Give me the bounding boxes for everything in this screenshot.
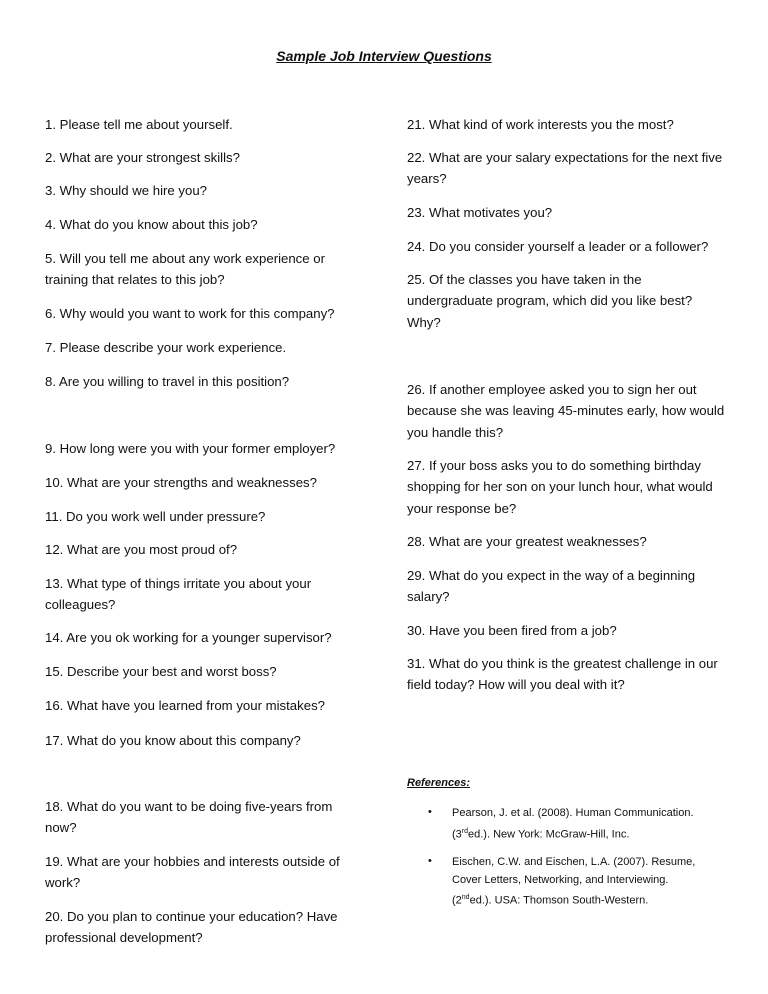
reference-item bbox=[452, 805, 712, 844]
question-item: 19. What are your hobbies and interests outside of work? bbox=[45, 854, 340, 891]
document-title: Sample Job Interview Questions bbox=[276, 48, 492, 64]
question-item: 26. If another employee asked you to sign her out because she was leaving 45-minutes early, how would you handle this? bbox=[407, 382, 725, 440]
question-item: 6. Why would you want to work for this company? bbox=[45, 306, 335, 321]
question-item: 18. What do you want to be doing five-years from now? bbox=[45, 799, 333, 836]
question-item: 17. What do you know about this company? bbox=[45, 733, 301, 748]
question-item: 31. What do you think is the greatest challenge in our field today? How will you deal with it? bbox=[407, 656, 718, 693]
question-item: 1. Please tell me about yourself. bbox=[45, 117, 233, 132]
references-heading: References: bbox=[407, 777, 470, 789]
question-item: 30. Have you been fired from a job? bbox=[407, 623, 617, 638]
reference-sup: nd bbox=[461, 894, 470, 901]
reference-text: ed.). USA: Thomson South-Western. bbox=[469, 894, 649, 907]
question-item: 13. What type of things irritate you about your colleagues? bbox=[45, 576, 312, 613]
question-item: 9. How long were you with your former employer? bbox=[45, 441, 336, 456]
question-item: 7. Please describe your work experience. bbox=[45, 340, 287, 355]
reference-text: Eischen, C.W. and Eischen, L.A. (2007). Resume, Cover Letters, Networking, and Interviewing. (2 bbox=[452, 856, 696, 907]
question-item: 2. What are your strongest skills? bbox=[45, 150, 240, 165]
bullet-icon: • bbox=[428, 806, 432, 818]
question-item: 14. Are you ok working for a younger supervisor? bbox=[45, 630, 332, 645]
question-item: 29. What do you expect in the way of a beginning salary? bbox=[407, 568, 696, 605]
question-item: 25. Of the classes you have taken in the undergraduate program, which did you like best? Why? bbox=[407, 272, 693, 330]
question-item: 16. What have you learned from your mistakes? bbox=[45, 698, 326, 713]
reference-item bbox=[452, 854, 702, 910]
question-item: 20. Do you plan to continue your education? Have professional development? bbox=[45, 909, 338, 946]
question-item: 10. What are your strengths and weaknesses? bbox=[45, 475, 317, 490]
question-item: 27. If your boss asks you to do something birthday shopping for her son on your lunch hour, what would your response be? bbox=[407, 458, 713, 516]
bullet-icon: • bbox=[428, 855, 432, 867]
question-item: 22. What are your salary expectations for the next five years? bbox=[407, 150, 723, 187]
question-item: 4. What do you know about this job? bbox=[45, 217, 258, 232]
question-item: 21. What kind of work interests you the most? bbox=[407, 117, 674, 132]
question-item: 8. Are you willing to travel in this position? bbox=[45, 374, 290, 389]
reference-sup: rd bbox=[461, 827, 469, 835]
question-item: 12. What are you most proud of? bbox=[45, 542, 238, 557]
question-item: 15. Describe your best and worst boss? bbox=[45, 664, 277, 679]
question-item: 23. What motivates you? bbox=[407, 205, 553, 220]
reference-text: Pearson, J. et al. (2008). Human Communication. (3 bbox=[452, 807, 694, 841]
question-item: 11. Do you work well under pressure? bbox=[45, 509, 266, 524]
question-item: 3. Why should we hire you? bbox=[45, 183, 207, 198]
question-item: 28. What are your greatest weaknesses? bbox=[407, 534, 647, 549]
question-item: 5. Will you tell me about any work experience or training that relates to this job? bbox=[45, 251, 325, 288]
reference-text: ed.). New York: McGraw-Hill, Inc. bbox=[468, 828, 630, 841]
question-item: 24. Do you consider yourself a leader or a follower? bbox=[407, 239, 709, 254]
